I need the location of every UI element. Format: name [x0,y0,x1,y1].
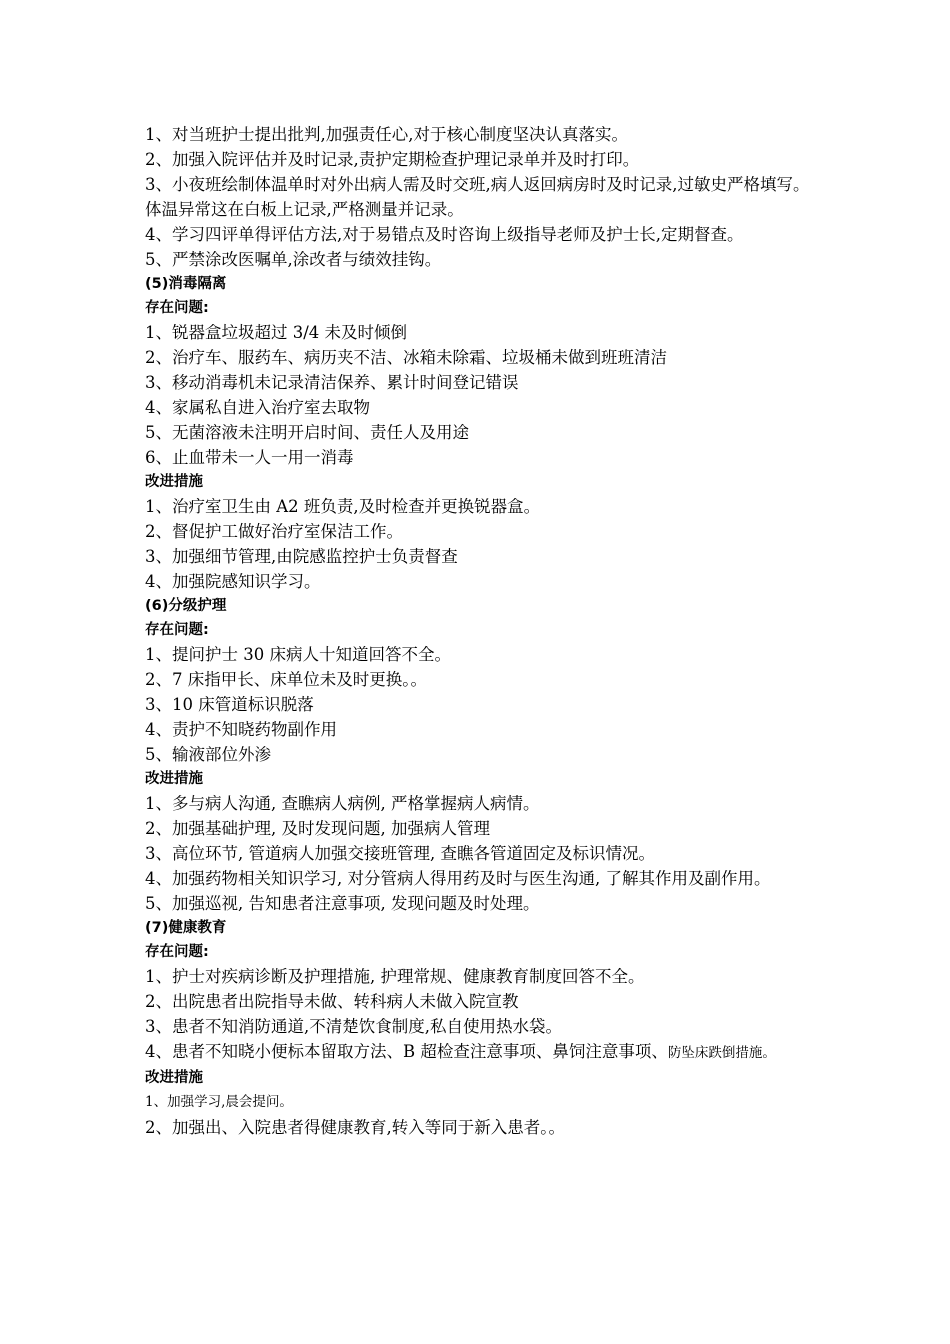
list-item: 3、加强细节管理,由院感监控护士负责督查 [145,547,458,566]
list-item-main: 4、患者不知晓小便标本留取方法、B 超检查注意事项、鼻饲注意事项、 [145,1042,668,1061]
list-item: 3、移动消毒机未记录清洁保养、累计时间登记错误 [145,373,519,392]
list-item: 2、7 床指甲长、床单位未及时更换。。 [145,670,427,689]
list-item: 2、治疗车、服药车、病历夹不洁、冰箱未除霜、垃圾桶未做到班班清洁 [145,348,667,367]
section-heading: (7)健康教育 [145,920,227,936]
list-item: 5、严禁涂改医嘱单,涂改者与绩效挂钩。 [145,250,442,269]
list-item [145,1039,810,1066]
list-item: 5、加强巡视, 告知患者注意事项, 发现问题及时处理。 [145,894,540,913]
measures-label: 改进措施 [145,771,203,787]
list-item: 3、10 床管道标识脱落 [145,695,314,714]
list-item: 4、加强药物相关知识学习, 对分管病人得用药及时与医生沟通, 了解其作用及副作用。 [145,869,771,888]
list-item: 3、患者不知消防通道,不清楚饮食制度,私自使用热水袋。 [145,1017,562,1036]
list-item-small: 防坠床跌倒措施。 [667,1045,776,1061]
problems-label: 存在问题: [145,944,209,960]
list-item: 1、锐器盒垃圾超过 3/4 未及时倾倒 [145,323,408,342]
list-item: 5、输液部位外渗 [145,745,271,764]
list-item: 3、小夜班绘制体温单时对外出病人需及时交班,病人返回病房时及时记录,过敏史严格填写。体温异常这在白板上记录,严格测量并记录。 [145,175,810,219]
list-item: 5、无菌溶液未注明开启时间、责任人及用途 [145,423,469,442]
list-item: 2、出院患者出院指导未做、转科病人未做入院宣教 [145,992,519,1011]
list-item: 3、高位环节, 管道病人加强交接班管理, 查瞧各管道固定及标识情况。 [145,844,655,863]
list-item: 4、加强院感知识学习。 [145,572,321,591]
list-item: 4、学习四评单得评估方法,对于易错点及时咨询上级指导老师及护士长,定期督查。 [145,225,744,244]
problems-label: 存在问题: [145,300,209,316]
list-item: 2、加强入院评估并及时记录,责护定期检查护理记录单并及时打印。 [145,150,640,169]
list-item: 1、护士对疾病诊断及护理措施, 护理常规、健康教育制度回答不全。 [145,967,645,986]
list-item: 1、多与病人沟通, 查瞧病人病例, 严格掌握病人病情。 [145,794,540,813]
section-heading: (6)分级护理 [145,598,227,614]
list-item: 2、加强出、入院患者得健康教育,转入等同于新入患者。。 [145,1118,565,1137]
document-body [145,122,810,1140]
problems-label: 存在问题: [145,622,209,638]
list-item: 2、督促护工做好治疗室保洁工作。 [145,522,403,541]
section-heading: (5)消毒隔离 [145,276,227,292]
list-item: 1、加强学习,晨会提问。 [145,1094,293,1110]
list-item: 1、对当班护士提出批判,加强责任心,对于核心制度坚决认真落实。 [145,125,628,144]
measures-label: 改进措施 [145,474,203,490]
measures-label: 改进措施 [145,1070,203,1086]
list-item: 1、提问护士 30 床病人十知道回答不全。 [145,645,451,664]
list-item: 4、责护不知晓药物副作用 [145,720,337,739]
list-item: 6、止血带未一人一用一消毒 [145,448,354,467]
list-item: 1、治疗室卫生由 A2 班负责,及时检查并更换锐器盒。 [145,497,541,516]
list-item: 2、加强基础护理, 及时发现问题, 加强病人管理 [145,819,490,838]
list-item: 4、家属私自进入治疗室去取物 [145,398,370,417]
